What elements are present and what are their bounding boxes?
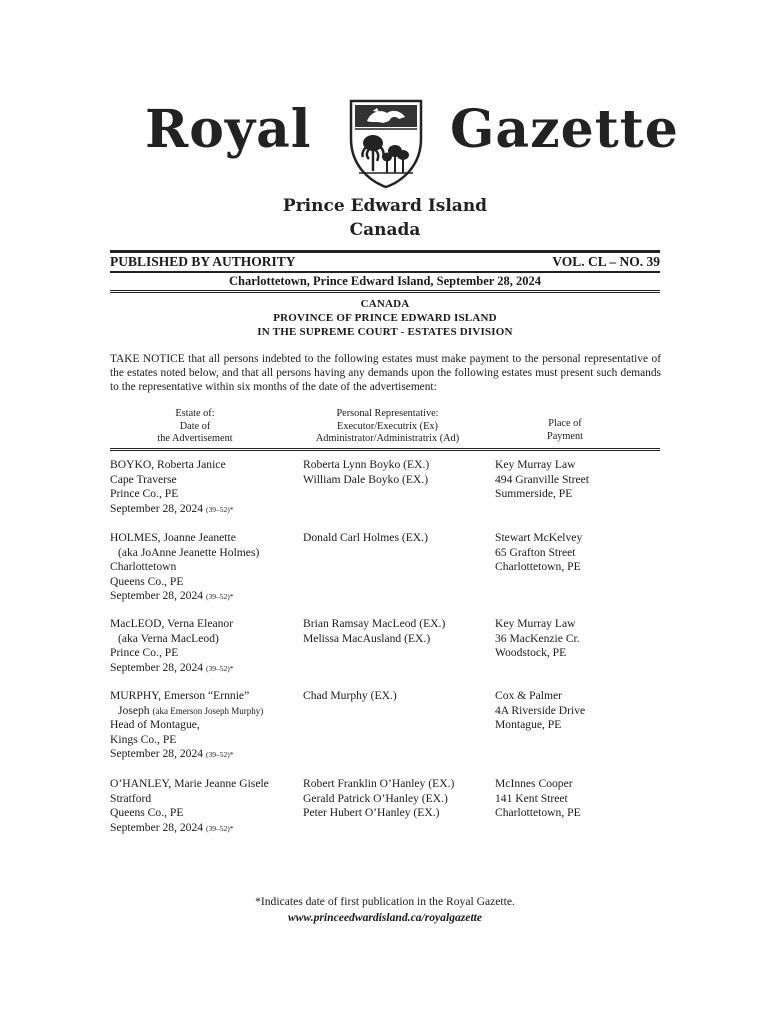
payment-firm: McInnes Cooper [495, 777, 573, 790]
estate-date [110, 589, 259, 605]
representative-name: Roberta Lynn Boyko (EX.) [303, 458, 430, 471]
column-header-payment [495, 418, 635, 443]
estate-county: Kings Co., PE [110, 732, 177, 746]
payment-town: Charlottetown, PE [495, 806, 581, 820]
representative-name: Peter Hubert O’Hanley (EX.) [303, 806, 440, 820]
coat-of-arms-icon [343, 97, 429, 189]
advertisement-date: September 28, 2024 [110, 501, 204, 515]
payment-address: 141 Kent Street [495, 791, 568, 805]
representative-name: Melissa MacAusland (EX.) [303, 631, 431, 645]
published-by-authority: PUBLISHED BY AUTHORITY [110, 254, 296, 269]
estate-date [110, 502, 233, 518]
representatives [303, 617, 445, 646]
estate-entry [110, 531, 259, 605]
heading-court: IN THE SUPREME COURT - ESTATES DIVISION [257, 326, 513, 338]
advertisement-date: September 28, 2024 [110, 660, 204, 674]
representatives [303, 689, 397, 704]
estate-aka: (aka Verna MacLeod) [118, 631, 219, 645]
representative-name: William Dale Boyko (EX.) [303, 472, 429, 486]
payment-firm: Cox & Palmer [495, 689, 562, 702]
payment-town: Woodstock, PE [495, 646, 567, 660]
payment-place [495, 531, 582, 575]
estate-county: Prince Co., PE [110, 487, 179, 501]
column-header-estate-line: Estate of: [175, 408, 215, 419]
footnote: *Indicates date of first publication in the Royal Gazette. [255, 895, 515, 908]
payment-place [495, 777, 581, 821]
payment-town: Charlottetown, PE [495, 560, 581, 574]
payment-firm: Key Murray Law [495, 458, 576, 471]
estate-middle-name: Joseph [118, 703, 150, 717]
estate-name-continued [110, 704, 263, 719]
publication-line [110, 254, 660, 272]
estate-name: HOLMES, Joanne Jeanette [110, 531, 236, 544]
estate-entry [110, 689, 263, 763]
payment-address: 36 MacKenzie Cr. [495, 631, 580, 645]
column-header-estate [110, 408, 280, 446]
payment-address: 4A Riverside Drive [495, 703, 586, 717]
estate-county: Queens Co., PE [110, 806, 184, 820]
column-header-estate-line: Date of [179, 420, 211, 432]
masthead-subtitle-province: Prince Edward Island [282, 196, 488, 216]
publication-code: (39–52)* [205, 823, 234, 833]
estate-place: Head of Montague, [110, 718, 200, 732]
representative-name: Robert Franklin O’Hanley (EX.) [303, 777, 455, 790]
advertisement-date: September 28, 2024 [110, 589, 204, 603]
website-link[interactable]: www.princeedwardisland.ca/royalgazette [287, 911, 483, 924]
payment-town: Montague, PE [495, 718, 562, 732]
payment-address: 494 Granville Street [495, 472, 590, 486]
dateline-rule [110, 290, 660, 293]
payment-place [495, 689, 585, 733]
representative-name: Donald Carl Holmes (EX.) [303, 531, 428, 544]
payment-firm: Stewart McKelvey [495, 531, 583, 544]
estate-county: Prince Co., PE [110, 646, 179, 660]
heading-canada: CANADA [360, 298, 410, 310]
publication-code: (39–52)* [205, 592, 234, 602]
column-header-representative-line: Executor/Executrix (Ex) [337, 420, 438, 432]
masthead [0, 95, 770, 195]
column-header-representative-line: Personal Representative: [336, 408, 439, 419]
estate-date [110, 747, 263, 763]
column-header-representative [295, 408, 480, 446]
representatives [303, 531, 428, 546]
advertisement-date: September 28, 2024 [110, 820, 204, 834]
representative-name: Brian Ramsay MacLeod (EX.) [303, 617, 446, 630]
heading-province: PROVINCE OF PRINCE EDWARD ISLAND [273, 312, 497, 324]
column-header-estate-line: the Advertisement [157, 433, 233, 444]
column-header-payment-line: Place of [548, 418, 582, 429]
estate-entry [110, 777, 269, 836]
table-header-rule [110, 448, 660, 451]
masthead-subtitle-country: Canada [349, 220, 421, 240]
estate-aka: (aka Emerson Joseph Murphy) [152, 705, 264, 716]
estate-date [110, 821, 269, 837]
payment-address: 65 Grafton Street [495, 545, 576, 559]
estate-name: BOYKO, Roberta Janice [110, 458, 226, 471]
representatives [303, 458, 429, 487]
publication-code: (39–52)* [205, 504, 234, 514]
column-header-representative-line: Administrator/Administratrix (Ad) [315, 433, 460, 444]
payment-place [495, 617, 580, 661]
top-rule [110, 250, 660, 253]
estate-name: MacLEOD, Verna Eleanor [110, 617, 234, 630]
column-header-payment-line: Payment [546, 430, 584, 442]
volume-number: VOL. CL – NO. 39 [552, 254, 660, 269]
estate-date [110, 661, 233, 677]
payment-place [495, 458, 589, 502]
estate-entry [110, 617, 233, 676]
payment-firm: Key Murray Law [495, 617, 576, 630]
notice-paragraph: TAKE NOTICE that all persons indebted to the following estates must make payment to the personal representative of the estates noted below, and that all persons having any demands upon the following estates must present such demands to the representative within six months of the date of the advertisement: [110, 353, 661, 393]
estate-county: Queens Co., PE [110, 574, 184, 588]
estate-place: Stratford [110, 791, 152, 805]
masthead-royal: Royal [145, 99, 312, 160]
representatives [303, 777, 454, 821]
estate-name: O’HANLEY, Marie Jeanne Gisele [110, 777, 269, 790]
representative-name: Chad Murphy (EX.) [303, 689, 397, 702]
dateline: Charlottetown, Prince Edward Island, September 28, 2024 [229, 274, 541, 288]
representative-name: Gerald Patrick O’Hanley (EX.) [303, 791, 448, 805]
mid-rule [110, 271, 660, 273]
estate-entry [110, 458, 233, 517]
estate-name: MURPHY, Emerson “Ernnie” [110, 689, 250, 702]
publication-code: (39–52)* [205, 663, 234, 673]
estate-aka: (aka JoAnne Jeanette Holmes) [118, 545, 260, 559]
masthead-gazette: Gazette [450, 99, 679, 160]
estate-place: Charlottetown [110, 560, 177, 574]
publication-code: (39–52)* [205, 750, 234, 760]
payment-town: Summerside, PE [495, 487, 573, 501]
estate-place: Cape Traverse [110, 472, 177, 486]
advertisement-date: September 28, 2024 [110, 747, 204, 761]
